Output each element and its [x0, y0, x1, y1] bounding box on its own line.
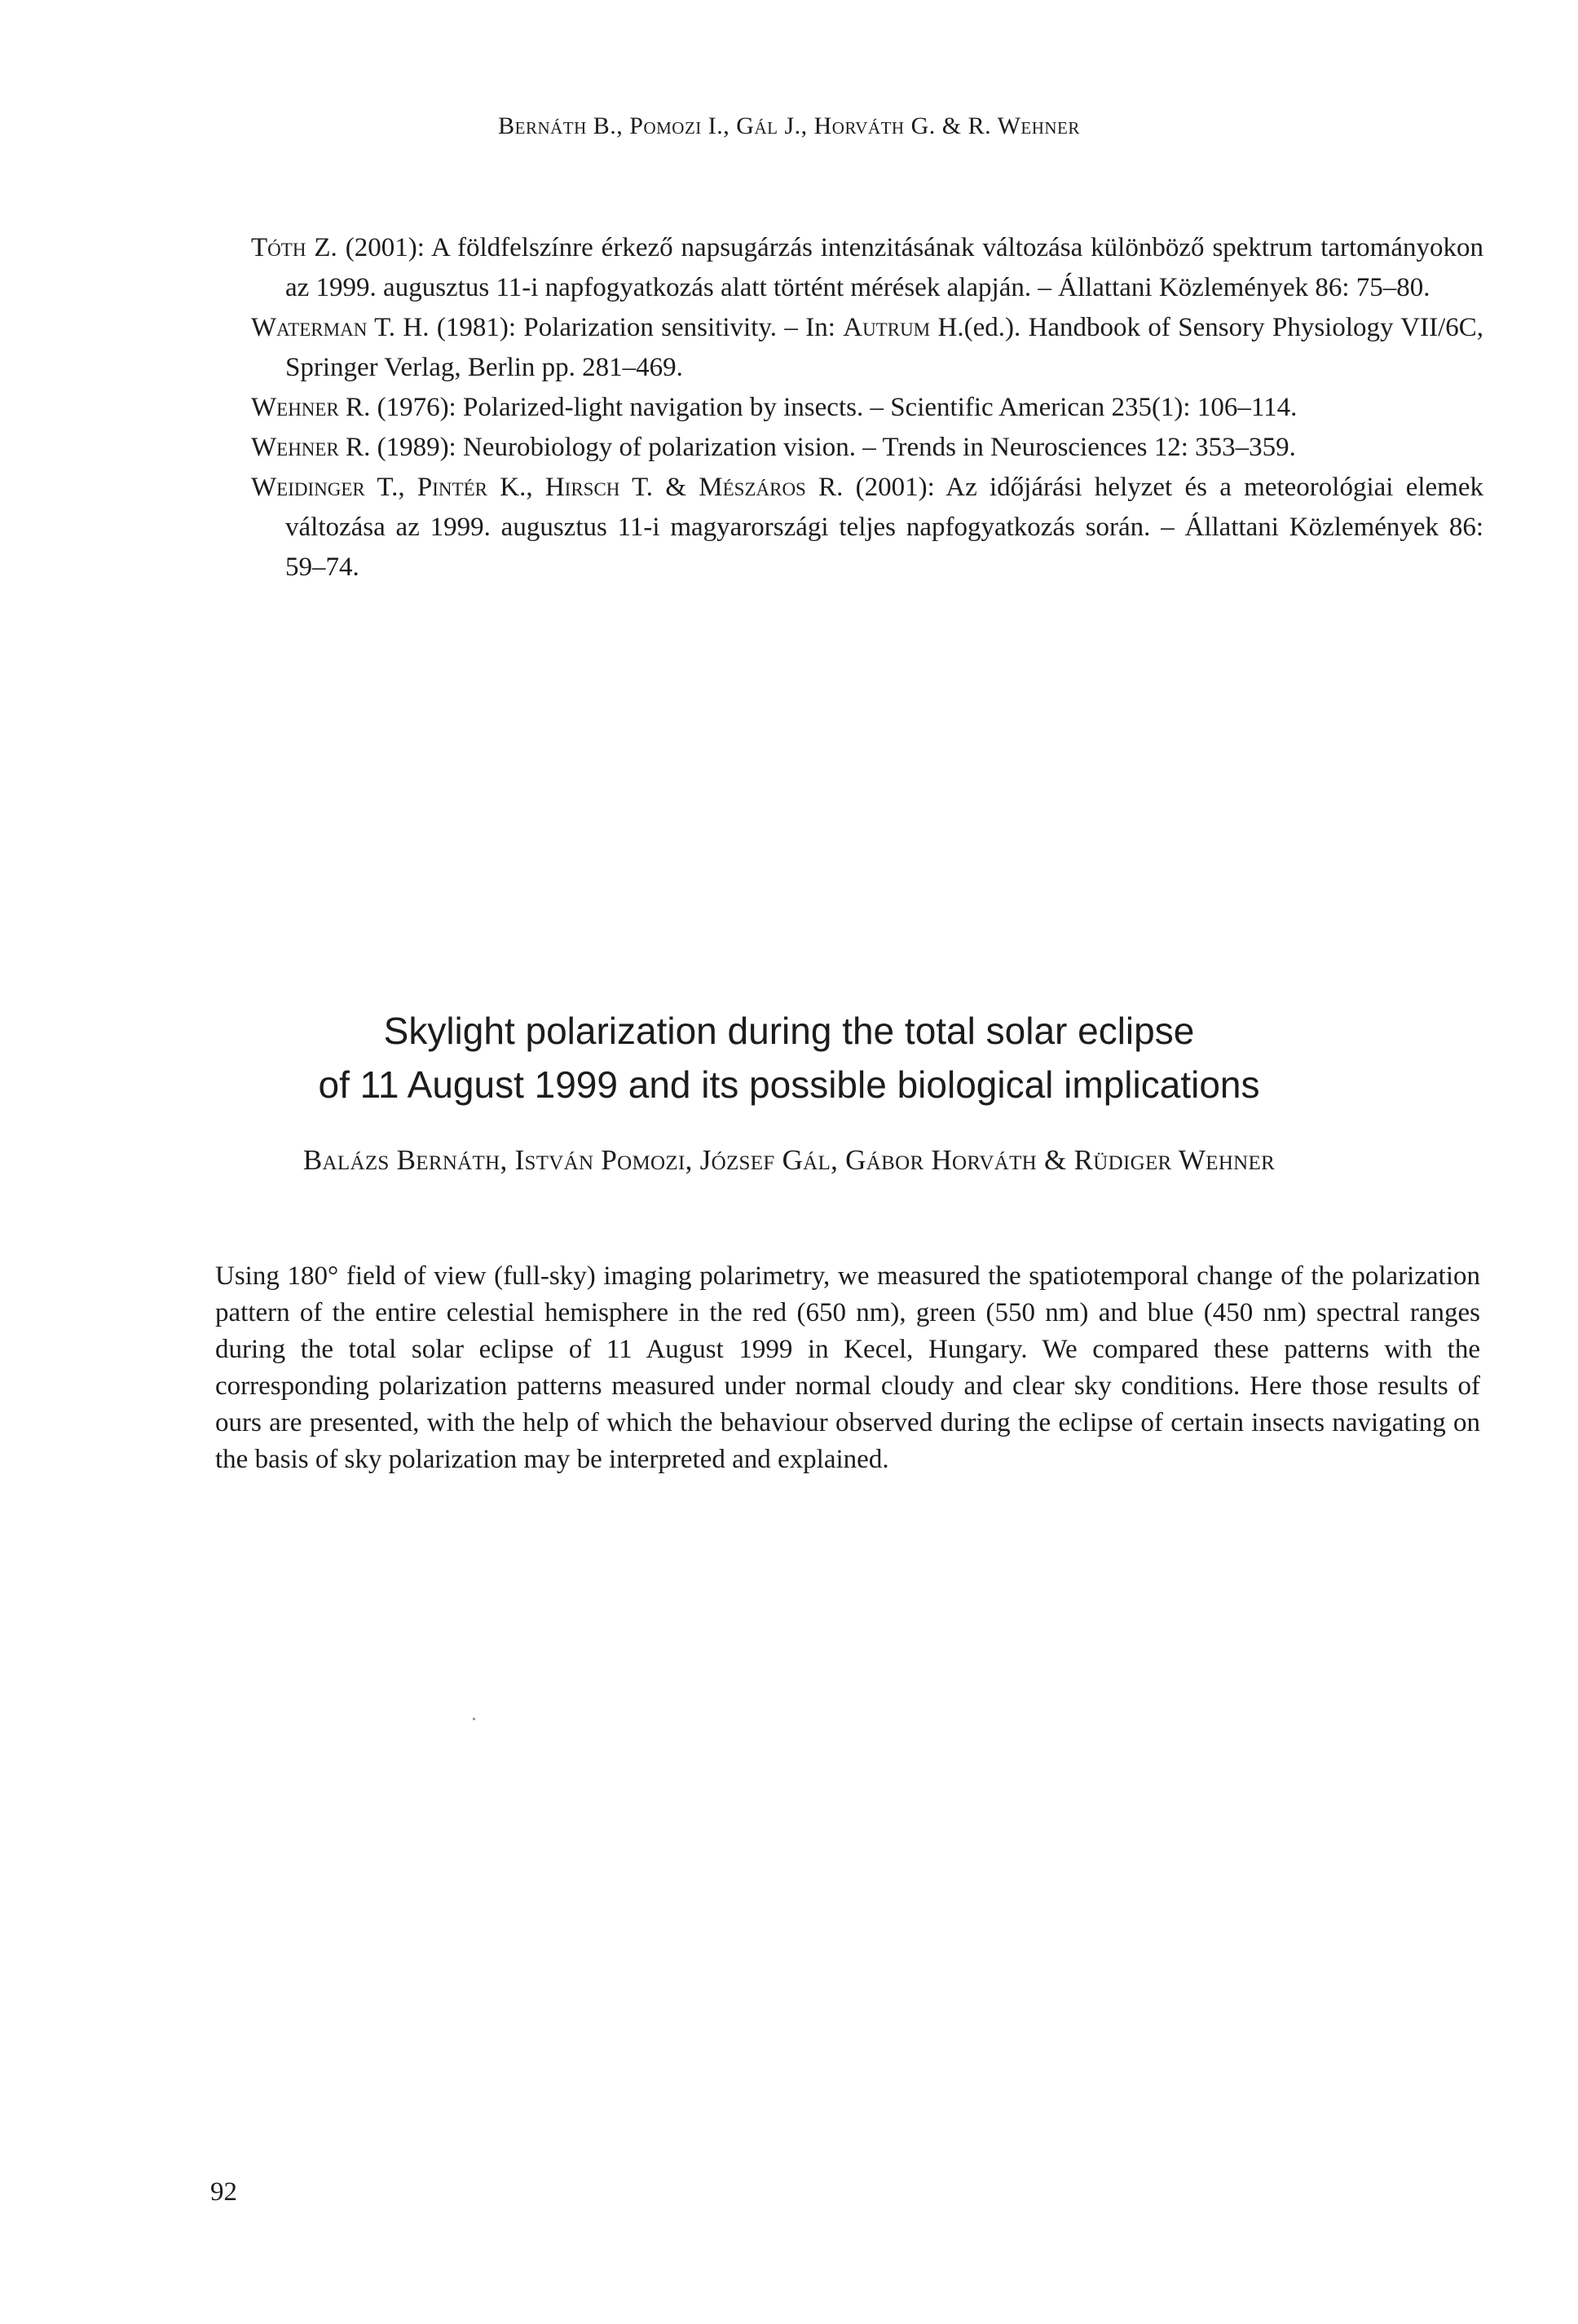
reference-item [251, 388, 1483, 428]
reference-author: Wehner R. [251, 393, 371, 422]
scan-speck [473, 1718, 475, 1720]
reference-text: (2001): A földfelszínre érkező napsugárzás intenzitásának változása különböző spektrum tartományokon az 1999. augusztus 11-i napfogyatkozás alatt történt mérések alapján. – Állattani Közlemények 86: 75–80. [285, 233, 1483, 302]
article-title-line: Skylight polarization during the total solar eclipse [383, 1010, 1195, 1052]
article-abstract: Using 180° field of view (full-sky) imaging polarimetry, we measured the spatiotemporal change of the polarization pattern of the entire celestial hemisphere in the red (650 nm), green (550 nm) and blue (450 nm) spectral ranges during the total solar eclipse of 11 August 1999 in Kecel, Hungary. We compared these patterns with the corresponding polarization patterns measured under normal cloudy and clear sky conditions. Here those results of ours are presented, with the help of which the behaviour observed during the eclipse of certain insects navigating on the basis of sky polarization may be interpreted and explained. [215, 1261, 1480, 1474]
reference-text: (1981): Polarization sensitivity. – In: [429, 313, 844, 342]
reference-author: Waterman T. H. [251, 313, 430, 342]
reference-text: (1989): Neurobiology of polarization vision. – Trends in Neurosciences 12: 353–359. [370, 433, 1296, 462]
reference-text-after: H.(ed.). Handbook of Sensory Physiology VII/6C, Springer Verlag, Berlin pp. 281–469. [285, 313, 1484, 382]
article-title [0, 1004, 1578, 1111]
reference-author: Weidinger T., Pintér K., Hirsch T. & Mészáros R. [251, 473, 844, 502]
article-authors: Balázs Bernáth, István Pomozi, József Gál, Gábor Horváth & Rüdiger Wehner [302, 1144, 1276, 1176]
reference-item [251, 428, 1483, 468]
reference-author: Tóth Z. [251, 233, 337, 262]
reference-item [251, 468, 1483, 588]
reference-author: Wehner R. [251, 433, 371, 462]
running-head: Bernáth B., Pomozi I., Gál J., Horváth G. & R. Wehner [498, 112, 1080, 139]
reference-text: (1976): Polarized-light navigation by insects. – Scientific American 235(1): 106–114. [370, 393, 1298, 422]
page-number: 92 [210, 2177, 237, 2207]
reference-list [251, 228, 1483, 588]
reference-editor: Autrum [843, 313, 931, 342]
reference-item [251, 308, 1483, 388]
article-title-line: of 11 August 1999 and its possible biological implications [318, 1063, 1260, 1106]
reference-text: (2001): Az időjárási helyzet és a meteorológiai elemek változása az 1999. augusztus 11-i magyarországi teljes napfogyatkozás során. – Állattani Közlemények 86: 59–74. [285, 473, 1483, 582]
reference-item [251, 228, 1483, 308]
